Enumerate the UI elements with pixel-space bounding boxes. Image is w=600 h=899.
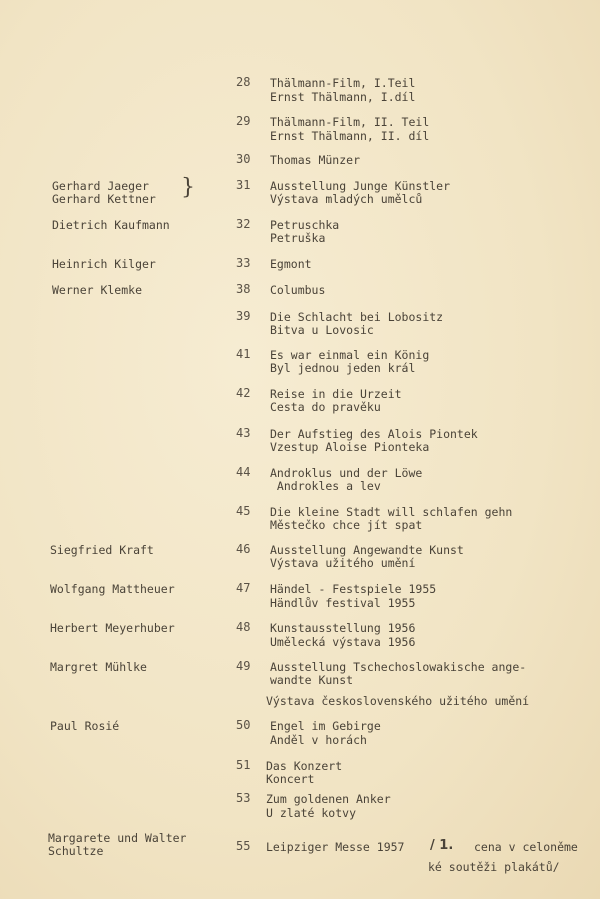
entry-title-german: Händel - Festspiele 1955 <box>270 582 437 596</box>
entry-title-german: Ausstellung Angewandte Kunst <box>270 543 464 557</box>
entry-number: 50 <box>236 718 251 732</box>
entry-title-german-cont: wandte Kunst <box>270 673 354 687</box>
entry-number: 43 <box>236 426 251 440</box>
entry-title-german: Thälmann-Film, II. Teil <box>270 115 430 129</box>
entry-title-german: Petruschka <box>270 218 340 232</box>
entry-title-german: Leipziger Messe 1957 <box>266 840 405 854</box>
entry-title-german: Die kleine Stadt will schlafen gehn <box>270 505 513 519</box>
entry-title-czech: Ernst Thälmann, I.díl <box>270 90 416 104</box>
entry-number: 47 <box>236 581 251 595</box>
artist-name: Schultze <box>48 844 104 858</box>
entry-number: 30 <box>236 152 251 166</box>
entry-number: 29 <box>236 114 251 128</box>
entry-title-german: Androklus und der Löwe <box>270 466 423 480</box>
entry-number: 33 <box>236 256 251 270</box>
entry-number: 48 <box>236 620 251 634</box>
entry-number: 44 <box>236 465 251 479</box>
entry-number: 42 <box>236 386 251 400</box>
entry-title-czech: Městečko chce jít spat <box>270 518 423 532</box>
entry-title-german: Kunstausstellung 1956 <box>270 621 416 635</box>
artist-name: Gerhard Kettner <box>52 192 156 206</box>
entry-title-czech: Výstava československého užitého umění <box>266 694 530 708</box>
entry-number: 55 <box>236 839 251 853</box>
entry-title-czech: Byl jednou jeden král <box>270 361 416 375</box>
artist-name: Margarete und Walter <box>48 831 187 845</box>
entry-title-german: Es war einmal ein König <box>270 348 430 362</box>
artist-name: Wolfgang Mattheuer <box>50 582 175 596</box>
entry-number: 53 <box>236 791 251 805</box>
entry-number: 28 <box>236 75 251 89</box>
entry-title-czech: Umělecká výstava 1956 <box>270 635 416 649</box>
entry-title-german: Engel im Gebirge <box>270 719 381 733</box>
entry-note: cena v celoněme <box>474 840 578 854</box>
entry-title-german: Egmont <box>270 257 312 271</box>
entry-title-czech: U zlaté kotvy <box>266 806 357 820</box>
entry-title-german: Ausstellung Tschechoslowakische ange- <box>270 660 527 674</box>
entry-number: 41 <box>236 347 251 361</box>
entry-number: 39 <box>236 309 251 323</box>
entry-title-german: Columbus <box>270 283 326 297</box>
entry-number: 38 <box>236 282 251 296</box>
entry-note-cont: ké soutěži plakátů/ <box>428 860 560 874</box>
entry-title-czech: Bitva u Lovosic <box>270 323 374 337</box>
artist-name: Margret Mühlke <box>50 660 147 674</box>
entry-number: 31 <box>236 178 251 192</box>
artist-name: Gerhard Jaeger <box>52 179 149 193</box>
entry-number: 32 <box>236 217 251 231</box>
artist-name: Siegfried Kraft <box>50 543 154 557</box>
entry-title-german: Das Konzert <box>266 759 343 773</box>
handwritten-mark: / 1. <box>430 838 454 853</box>
entry-title-german: Reise in die Urzeit <box>270 387 402 401</box>
artist-name: Werner Klemke <box>52 283 143 297</box>
entry-title-german: Thomas Münzer <box>270 153 361 167</box>
entry-number: 49 <box>236 659 251 673</box>
artist-name: Heinrich Kilger <box>52 257 156 271</box>
entry-title-german: Ausstellung Junge Künstler <box>270 179 451 193</box>
entry-title-german: Zum goldenen Anker <box>266 792 391 806</box>
entry-title-czech: Ernst Thälmann, II. díl <box>270 129 430 143</box>
artist-name: Paul Rosié <box>50 719 120 733</box>
entry-number: 51 <box>236 758 251 772</box>
entry-title-czech: Händlův festival 1955 <box>270 596 416 610</box>
entry-title-czech: Výstava mladých umělců <box>270 192 423 206</box>
artist-name: Herbert Meyerhuber <box>50 621 175 635</box>
entry-title-czech: Androkles a lev <box>270 479 381 493</box>
entry-title-czech: Vzestup Aloise Pionteka <box>270 440 430 454</box>
entry-title-czech: Petruška <box>270 231 326 245</box>
entry-number: 46 <box>236 542 251 556</box>
artist-name: Dietrich Kaufmann <box>52 218 170 232</box>
entry-number: 45 <box>236 504 251 518</box>
entry-title-czech: Koncert <box>266 772 315 786</box>
brace-mark: } <box>181 175 195 200</box>
entry-title-czech: Cesta do pravěku <box>270 400 381 414</box>
entry-title-german: Thälmann-Film, I.Teil <box>270 76 416 90</box>
entry-title-czech: Výstava užitého umění <box>270 556 416 570</box>
entry-title-german: Die Schlacht bei Lobositz <box>270 310 444 324</box>
entry-title-german: Der Aufstieg des Alois Piontek <box>270 427 478 441</box>
entry-title-czech: Anděl v horách <box>270 733 367 747</box>
